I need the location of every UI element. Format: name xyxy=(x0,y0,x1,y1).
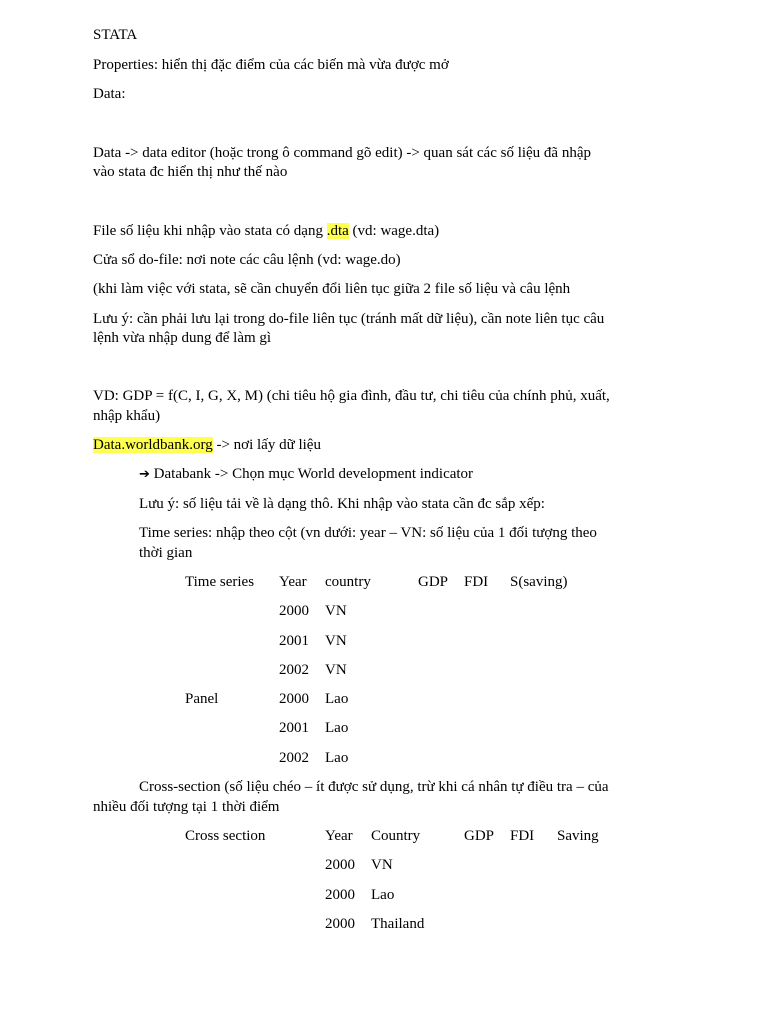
table1-header-gdp: GDP xyxy=(418,574,449,590)
table1-country: Lao xyxy=(325,720,349,736)
table2-country: VN xyxy=(371,857,393,873)
table1-header-type: Time series xyxy=(185,574,255,590)
table2-header-saving: Saving xyxy=(557,828,599,844)
table1-country: Lao xyxy=(325,750,349,766)
timeseries-line-1: Time series: nhập theo cột (vn dưới: year – VN: số liệu của 1 đối tượng theo xyxy=(139,525,597,541)
table1-year: 2001 xyxy=(279,633,309,649)
table2-header-fdi: FDI xyxy=(510,828,535,844)
table1-year: 2002 xyxy=(279,662,309,678)
table1-header-saving: S(saving) xyxy=(510,574,568,590)
dofile-line: Cửa sổ do-file: nơi note các câu lệnh (vd: wage.do) xyxy=(93,252,401,268)
file-format-text: File số liệu khi nhập vào stata có dạng xyxy=(93,223,327,239)
file-format-line xyxy=(93,221,439,241)
table1-header-country: country xyxy=(325,574,371,590)
table2-year: 2000 xyxy=(325,887,355,903)
doc-title: STATA xyxy=(93,27,138,43)
arrow-icon: ➔ xyxy=(139,467,150,482)
table1-country: VN xyxy=(325,633,347,649)
file-format-example: (vd: wage.dta) xyxy=(348,223,440,239)
crosssection-line-2: nhiều đối tượng tại 1 thời điểm xyxy=(93,799,280,815)
table2-country: Lao xyxy=(371,887,395,903)
gdp-line-2: nhập khẩu) xyxy=(93,408,161,424)
gdp-line-1: VD: GDP = f(C, I, G, X, M) (chi tiêu hộ gia đình, đầu tư, chi tiêu của chính phủ, xuất, xyxy=(93,388,610,404)
table2-header-gdp: GDP xyxy=(464,828,495,844)
databank-text: Databank -> Chọn mục World development indicator xyxy=(149,466,474,482)
table2-year: 2000 xyxy=(325,857,355,873)
editor-line-1: Data -> data editor (hoặc trong ô command gõ edit) -> quan sát các số liệu đã nhập xyxy=(93,145,591,161)
databank-line xyxy=(139,464,473,485)
table1-header-fdi: FDI xyxy=(464,574,489,590)
table1-year: 2001 xyxy=(279,720,309,736)
table1-country: VN xyxy=(325,662,347,678)
note-line-2: lệnh vừa nhập dung để làm gì xyxy=(93,330,272,346)
table2-country: Thailand xyxy=(371,916,425,932)
table1-year: 2000 xyxy=(279,691,309,707)
note-line-1: Lưu ý: cần phải lưu lại trong do-file liên tục (tránh mất dữ liệu), cần note liên tục câu xyxy=(93,311,605,327)
table2-header-country: Country xyxy=(371,828,421,844)
table2-header-type: Cross section xyxy=(185,828,266,844)
raw-data-note: Lưu ý: số liệu tải về là dạng thô. Khi nhập vào stata cần đc sắp xếp: xyxy=(139,496,545,512)
table2-header-year: Year xyxy=(325,828,353,844)
table1-country: VN xyxy=(325,603,347,619)
table1-year: 2000 xyxy=(279,603,309,619)
data-label: Data: xyxy=(93,86,126,102)
table1-header-year: Year xyxy=(279,574,307,590)
table1-year: 2002 xyxy=(279,750,309,766)
table2-year: 2000 xyxy=(325,916,355,932)
crosssection-line-1: Cross-section (số liệu chéo – ít được sử dụng, trừ khi cá nhân tự điều tra – của xyxy=(139,779,609,795)
editor-line-2: vào stata đc hiển thị như thế nào xyxy=(93,164,288,180)
table1-panel-label: Panel xyxy=(185,691,219,707)
dta-highlight: .dta xyxy=(326,223,349,239)
worldbank-line xyxy=(93,435,321,455)
properties-line: Properties: hiển thị đặc điểm của các biến mà vừa được mở xyxy=(93,57,449,73)
table1-country: Lao xyxy=(325,691,349,707)
switch-line: (khi làm việc với stata, sẽ cần chuyển đổi liên tục giữa 2 file số liệu và câu lệnh xyxy=(93,281,571,297)
worldbank-desc: -> nơi lấy dữ liệu xyxy=(212,437,321,453)
worldbank-link[interactable]: Data.worldbank.org xyxy=(93,437,213,453)
timeseries-line-2: thời gian xyxy=(139,545,193,561)
